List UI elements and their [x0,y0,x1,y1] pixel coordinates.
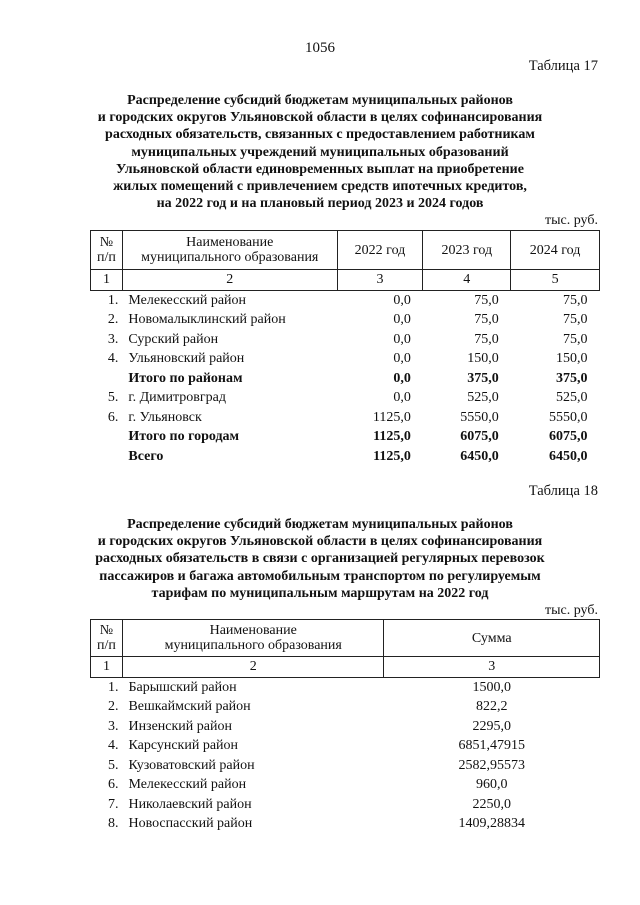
row-2023: 5550,0 [460,409,499,425]
row-2023: 150,0 [467,351,499,366]
row-num [91,447,123,467]
row-2024: 375,0 [556,370,588,386]
header-name-text: Наименование муниципального образования [164,623,342,653]
row-2024: 525,0 [556,390,588,405]
table18-title-line: тарифам по муниципальным маршрутам на 2022 год [151,585,489,601]
table18-colnum-row [91,657,600,678]
subtotal-row [91,427,600,447]
colnum: 1 [91,270,123,291]
table-row [91,310,600,330]
row-num: 8. [107,816,119,831]
row-num: 6. [107,409,119,425]
table17-title-line: муниципальных учреждений муниципальных образований [131,144,509,160]
table17-colnum-row [91,270,600,291]
row-2024: 75,0 [563,312,588,327]
header-num-text: № п/п [97,235,116,265]
table17-title-line: на 2022 год и на плановый период 2023 и 2024 годов [156,196,484,212]
colnum: 3 [337,270,423,291]
row-2022: 0,0 [393,351,411,366]
row-2023: 75,0 [474,331,499,347]
row-name: Николаевский район [128,796,252,812]
row-sum: 1409,28834 [458,816,525,831]
row-num: 1. [107,679,119,695]
row-sum: 1500,0 [472,679,511,695]
row-name: Барышский район [128,679,237,695]
header-name [122,231,337,270]
colnum: 4 [423,270,511,291]
row-name: Кузоватовский район [128,757,255,773]
row-name: г. Ульяновск [128,409,202,425]
row-name: Карсунский район [128,738,239,753]
row-num: 4. [107,351,119,366]
row-2022: 0,0 [393,312,411,327]
row-2022: 0,0 [393,331,411,347]
table-row [91,814,600,834]
table17 [90,230,600,466]
header-sum: Сумма [384,620,600,657]
table18-title-line: расходных обязательств в связи с организацией регулярных перевозок [95,551,545,567]
row-num: 5. [107,757,119,773]
row-2022: 1125,0 [373,448,411,464]
row-num: 1. [107,292,119,308]
row-2022: 1125,0 [373,429,411,444]
table-row [91,756,600,776]
row-name: Сурский район [128,331,219,347]
table-row [91,349,600,369]
table17-header-row [91,231,600,270]
row-num: 4. [107,738,119,753]
row-num: 3. [107,331,119,347]
row-num: 6. [107,777,119,792]
colnum: 3 [384,657,600,678]
table17-title-line: и городских округов Ульяновской области в целях софинансирования [97,110,543,126]
colnum: 2 [122,657,384,678]
row-num [91,369,123,389]
table17-title-line: расходных обязательств, связанных с предоставлением работникам [105,127,535,143]
row-2023: 6075,0 [460,429,499,444]
table17-title [60,92,580,212]
total-row [91,447,600,467]
row-sum: 2295,0 [472,718,511,734]
row-2023: 75,0 [474,292,499,308]
header-2023: 2023 год [423,231,511,270]
table18-title-line: пассажиров и багажа автомобильным транспортом по регулируемым [99,568,541,584]
header-num [91,620,123,657]
row-2023: 525,0 [467,390,499,405]
row-name: Новоспасский район [128,816,253,831]
row-2022: 0,0 [393,370,411,386]
row-2024: 5550,0 [549,409,588,425]
row-name: Вешкаймский район [128,699,251,714]
table-row [91,795,600,815]
header-num-text: № п/п [97,623,116,653]
header-name [122,620,384,657]
row-2022: 0,0 [393,292,411,308]
table18-units: тыс. руб. [545,603,598,618]
row-2024: 75,0 [563,292,588,308]
table-row [91,736,600,756]
row-name: Итого по районам [128,370,243,386]
row-name: Итого по городам [128,429,240,444]
table18-header-row [91,620,600,657]
row-num: 3. [107,718,119,734]
row-2023: 6450,0 [460,448,499,464]
table18-title-line: и городских округов Ульяновской области в целях софинансирования [97,534,543,550]
row-num: 5. [107,390,119,405]
row-name: Инзенский район [128,718,232,734]
row-2023: 75,0 [474,312,499,327]
table18-title-line: Распределение субсидий бюджетам муниципальных районов [127,517,513,532]
row-2024: 75,0 [563,331,588,347]
table17-label: Таблица 17 [528,58,598,74]
row-name: Новомалыклинский район [128,312,286,327]
subtotal-row [91,369,600,389]
header-2024: 2024 год [511,231,600,270]
row-sum: 960,0 [475,777,508,792]
row-2022: 1125,0 [372,409,411,425]
row-name: Мелекесский район [128,777,247,792]
table18 [90,619,600,834]
row-sum: 6851,47915 [458,738,525,753]
row-name: Ульяновский район [128,351,245,366]
header-name-text: Наименование муниципального образования [141,235,319,265]
page-number: 1056 [305,40,335,56]
table-row [91,408,600,428]
header-2022: 2022 год [337,231,423,270]
table-row [91,290,600,310]
table-row [91,677,600,697]
row-sum: 2582,95573 [458,757,525,773]
colnum: 5 [511,270,600,291]
row-num [91,427,123,447]
table-row [91,717,600,737]
table-row [91,388,600,408]
table17-title-line: Ульяновской области единовременных выплат на приобретение [116,161,524,177]
row-num: 2. [107,699,119,714]
row-2022: 0,0 [393,390,411,405]
row-name: Мелекесский район [128,292,247,308]
row-num: 2. [107,312,119,327]
table-row [91,697,600,717]
row-2024: 150,0 [556,351,588,366]
row-2024: 6075,0 [549,429,588,444]
table18-title [60,516,580,602]
table-row [91,330,600,350]
row-name: г. Димитровград [128,390,226,405]
header-num [91,231,123,270]
table17-title-line: жилых помещений с привлечением средств ипотечных кредитов, [113,179,527,195]
row-2024: 6450,0 [549,448,588,464]
row-name: Всего [128,448,164,464]
table17-units: тыс. руб. [545,213,598,228]
row-num: 7. [107,796,119,812]
row-2023: 375,0 [467,370,499,386]
table17-title-line: Распределение субсидий бюджетам муниципальных районов [127,93,513,108]
row-sum: 822,2 [475,699,508,714]
row-sum: 2250,0 [472,796,511,812]
colnum: 2 [122,270,337,291]
colnum: 1 [91,657,123,678]
table18-label: Таблица 18 [528,483,598,499]
table-row [91,775,600,795]
